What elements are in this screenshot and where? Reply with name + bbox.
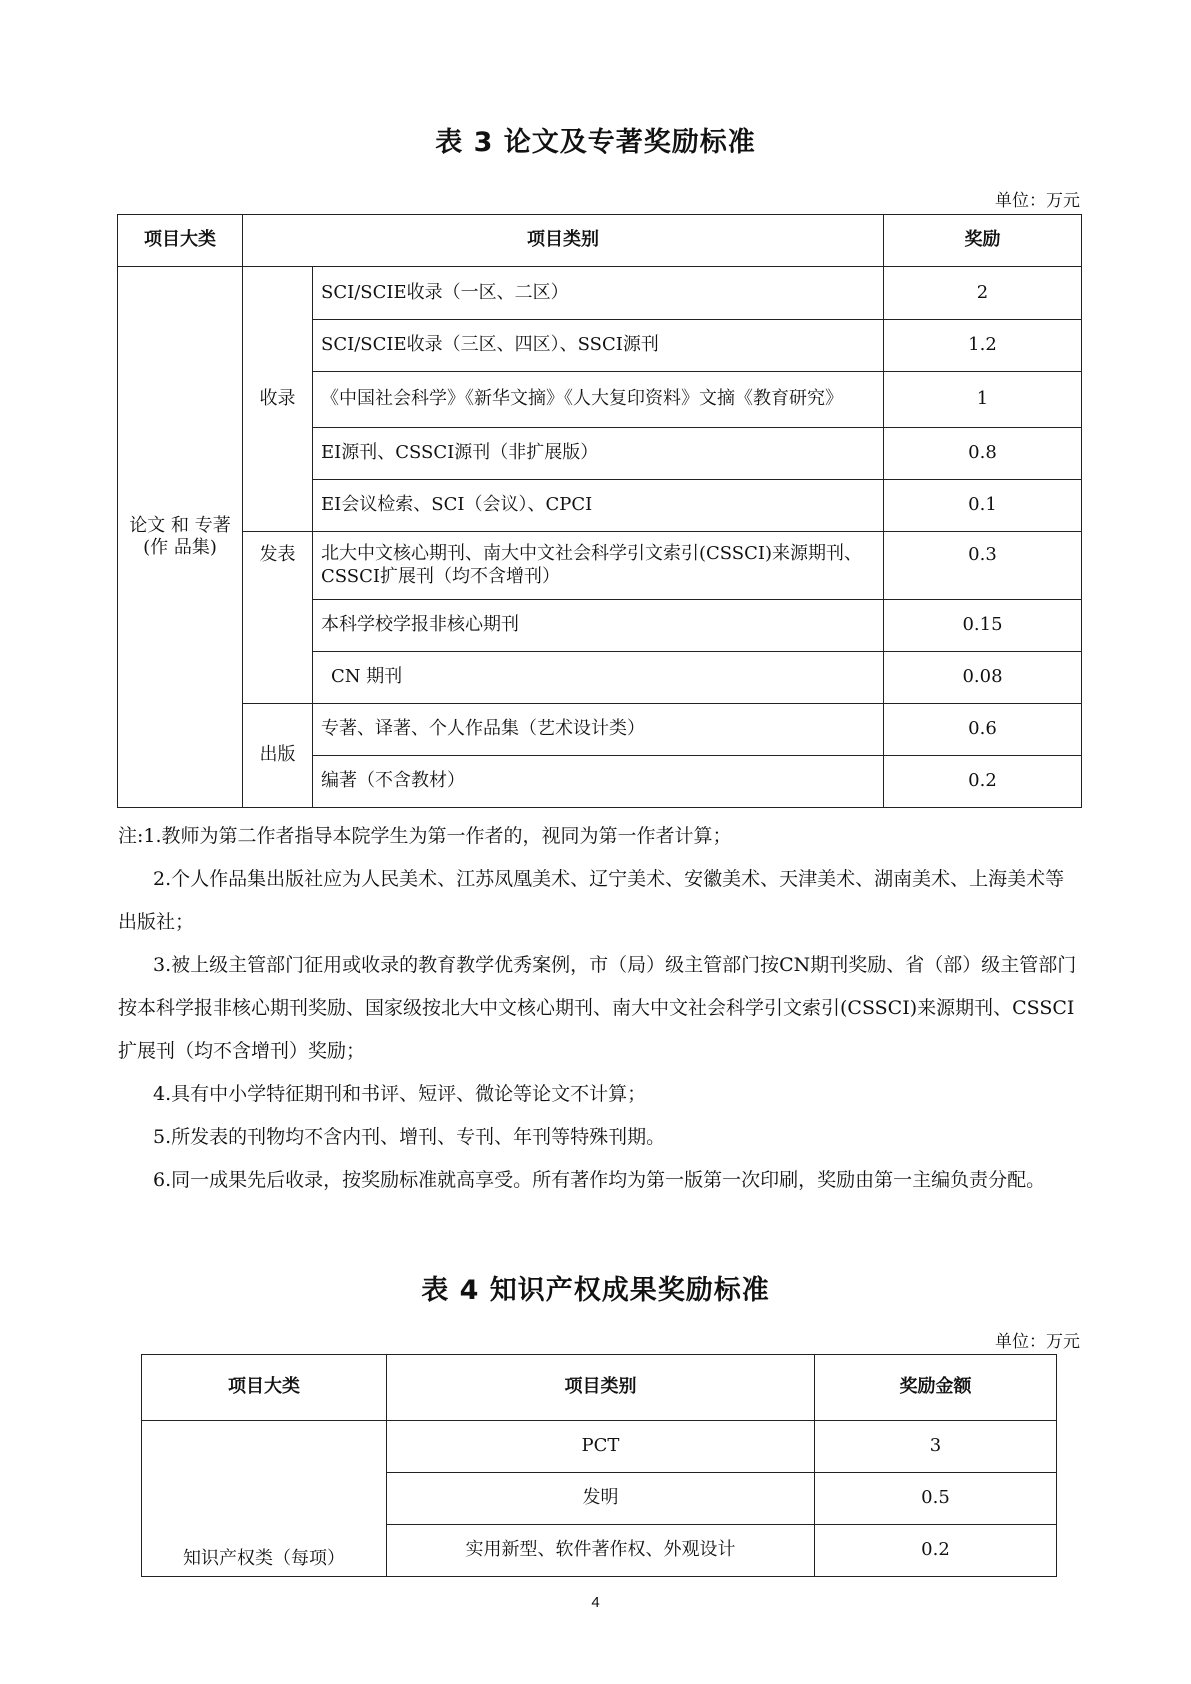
value-cell: 1.2: [884, 320, 1082, 372]
table3-title: 表 3 论文及专著奖励标准: [435, 127, 756, 158]
value-cell: 3: [815, 1421, 1057, 1473]
note-1: 注:1.教师为第二作者指导本院学生为第一作者的，视同为第一作者计算；: [118, 825, 732, 847]
table4-unit: 单位：万元: [995, 1332, 1080, 1352]
group-shoulu: 收录: [243, 267, 313, 532]
note-4: 4.具有中小学特征期刊和书评、短评、微论等论文不计算；: [153, 1083, 647, 1105]
header-reward: 奖励金额: [815, 1355, 1057, 1421]
table4: [141, 1354, 1057, 1577]
notes: [118, 815, 1080, 1202]
table3-header-row: [118, 215, 1082, 267]
item-cell: PCT: [387, 1421, 815, 1473]
table-row: [118, 267, 1082, 320]
table-row: [118, 532, 1082, 600]
category-cell: 论文 和 专著(作 品集): [118, 267, 243, 808]
value-cell: 0.2: [884, 756, 1082, 808]
header-type: 项目类别: [243, 215, 884, 267]
item-cell: 北大中文核心期刊、南大中文社会科学引文索引(CSSCI)来源期刊、CSSCI扩展刊（均不含增刊）: [313, 532, 884, 600]
value-cell: 0.15: [884, 600, 1082, 652]
item-cell: 本科学校学报非核心期刊: [313, 600, 884, 652]
page-number: 4: [591, 1594, 600, 1611]
value-cell: 0.3: [884, 532, 1082, 600]
table-row: [142, 1421, 1057, 1473]
item-cell: 编著（不含教材）: [313, 756, 884, 808]
item-cell: 发明: [387, 1473, 815, 1525]
table4-header-row: [142, 1355, 1057, 1421]
note-5: 5.所发表的刊物均不含内刊、增刊、专刊、年刊等特殊刊期。: [153, 1126, 666, 1148]
item-cell: 《中国社会科学》《新华文摘》《人大复印资料》文摘《教育研究》: [313, 372, 884, 428]
table3: [117, 214, 1082, 808]
header-type: 项目类别: [387, 1355, 815, 1421]
value-cell: 0.5: [815, 1473, 1057, 1525]
group-fabiao: 发表: [243, 532, 313, 704]
item-cell: EI源刊、CSSCI源刊（非扩展版）: [313, 428, 884, 480]
item-cell: SCI/SCIE收录（一区、二区）: [313, 267, 884, 320]
header-reward: 奖励: [884, 215, 1082, 267]
value-cell: 2: [884, 267, 1082, 320]
item-cell: 专著、译著、个人作品集（艺术设计类）: [313, 704, 884, 756]
note-6: 6.同一成果先后收录，按奖励标准就高享受。所有著作均为第一版第一次印刷，奖励由第一主编负责分配。: [153, 1169, 1046, 1191]
value-cell: 0.1: [884, 480, 1082, 532]
note-3: 3.被上级主管部门征用或收录的教育教学优秀案例，市（局）级主管部门按CN期刊奖励、省（部）级主管部门按本科学报非核心期刊奖励、国家级按北大中文核心期刊、南大中文社会科学引文索引(CSSCI)来源期刊、CSSCI扩展刊（均不含增刊）奖励；: [118, 954, 1077, 1062]
item-cell: 实用新型、软件著作权、外观设计: [387, 1525, 815, 1577]
group-chuban: 出版: [243, 704, 313, 808]
category-cell: 知识产权类（每项）: [142, 1421, 387, 1577]
value-cell: 1: [884, 372, 1082, 428]
item-cell: CN 期刊: [313, 652, 884, 704]
value-cell: 0.6: [884, 704, 1082, 756]
header-category: 项目大类: [118, 215, 243, 267]
item-cell: EI会议检索、SCI（会议）、CPCI: [313, 480, 884, 532]
table4-title: 表 4 知识产权成果奖励标准: [421, 1275, 770, 1306]
header-category: 项目大类: [142, 1355, 387, 1421]
note-2: 2.个人作品集出版社应为人民美术、江苏凤凰美术、辽宁美术、安徽美术、天津美术、湖南美术、上海美术等出版社；: [118, 868, 1065, 933]
value-cell: 0.2: [815, 1525, 1057, 1577]
item-cell: SCI/SCIE收录（三区、四区）、SSCI源刊: [313, 320, 884, 372]
table3-unit: 单位：万元: [995, 191, 1080, 211]
value-cell: 0.08: [884, 652, 1082, 704]
table-row: [118, 704, 1082, 756]
value-cell: 0.8: [884, 428, 1082, 480]
